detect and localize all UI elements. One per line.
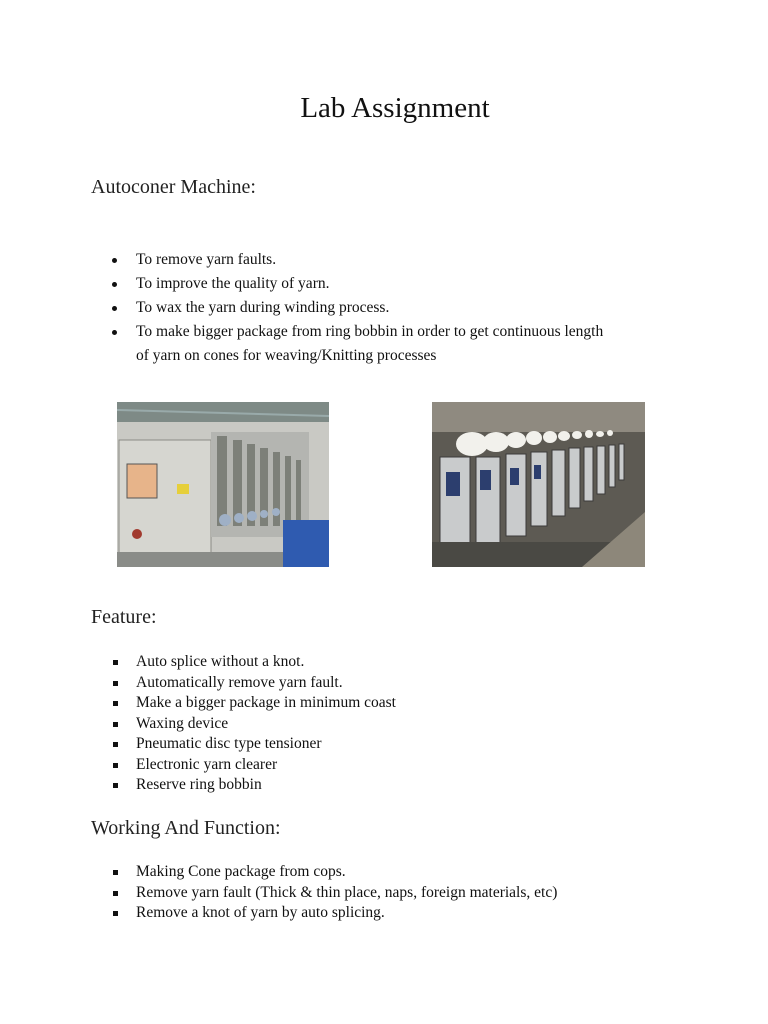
list-item: Electronic yarn clearer (110, 755, 396, 776)
list-item: Waxing device (110, 714, 396, 735)
page-title: Lab Assignment (300, 92, 490, 124)
bullet-square-icon (113, 763, 118, 768)
section-heading-autoconer: Autoconer Machine: (91, 176, 256, 198)
bullet-square-icon (113, 742, 118, 747)
bullet-square-icon (113, 660, 118, 665)
list-item: Reserve ring bobbin (110, 775, 396, 796)
machine-photo-illustration-1 (117, 402, 329, 567)
list-item: Pneumatic disc type tensioner (110, 734, 396, 755)
bullet-square-icon (113, 911, 118, 916)
list-item: To improve the quality of yarn. (110, 272, 603, 296)
autoconer-machine-photo-2 (432, 402, 645, 567)
list-item: To wax the yarn during winding process. (110, 296, 603, 320)
bullet-square-icon (113, 722, 118, 727)
bullet-square-icon (113, 870, 118, 875)
bullet-square-icon (113, 891, 118, 896)
list-item: To make bigger package from ring bobbin in order to get continuous length of yarn on cones for weaving/Knitting processes (110, 320, 603, 368)
feature-list (110, 652, 396, 796)
list-item: Making Cone package from cops. (110, 862, 557, 883)
machine-photo-illustration-2 (432, 402, 645, 567)
list-item: Auto splice without a knot. (110, 652, 396, 673)
bullet-dot-icon (112, 306, 117, 311)
list-item: To remove yarn faults. (110, 248, 603, 272)
bullet-dot-icon (112, 282, 117, 287)
bullet-dot-icon (112, 258, 117, 263)
list-item: Remove a knot of yarn by auto splicing. (110, 903, 557, 924)
section-heading-working-function: Working And Function: (91, 817, 281, 839)
bullet-dot-icon (112, 330, 117, 335)
bullet-square-icon (113, 783, 118, 788)
bullet-square-icon (113, 701, 118, 706)
working-function-list (110, 862, 557, 924)
list-item: Make a bigger package in minimum coast (110, 693, 396, 714)
section-heading-feature: Feature: (91, 606, 157, 628)
autoconer-machine-photo-1 (117, 402, 329, 567)
bullet-square-icon (113, 681, 118, 686)
list-item: Remove yarn fault (Thick & thin place, naps, foreign materials, etc) (110, 883, 557, 904)
list-item: Automatically remove yarn fault. (110, 673, 396, 694)
autoconer-purpose-list (110, 248, 603, 368)
